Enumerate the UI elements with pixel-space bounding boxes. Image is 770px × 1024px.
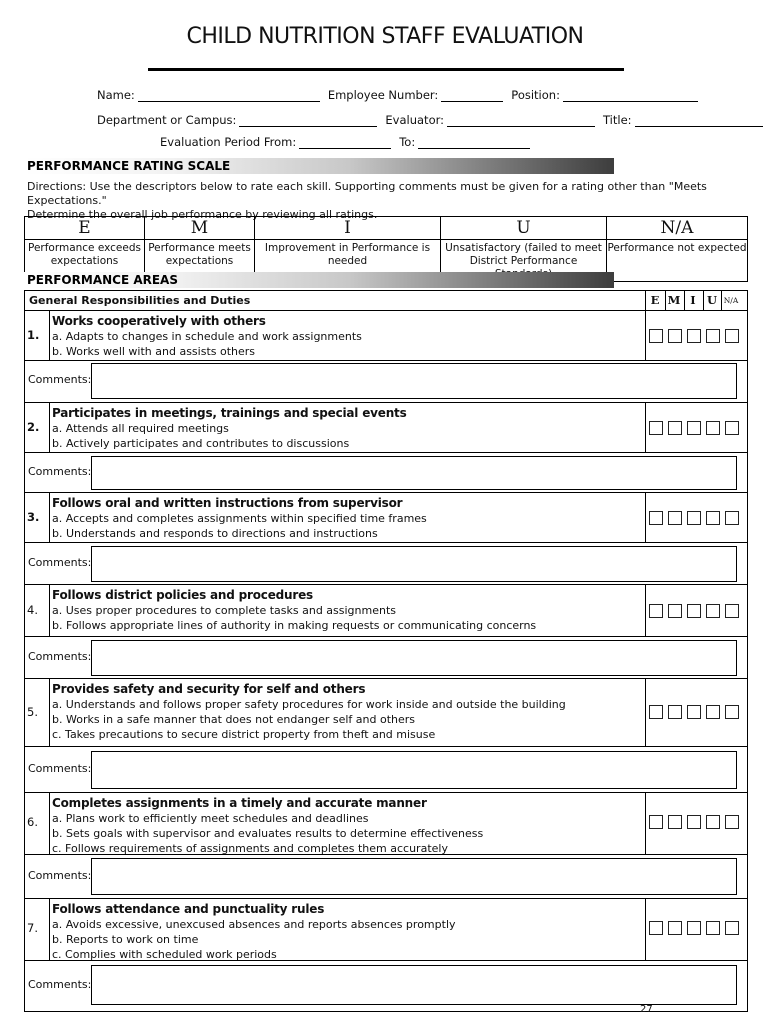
col-m: M	[667, 293, 681, 307]
performance-item	[25, 899, 747, 961]
rating-checkbox-i[interactable]	[687, 329, 701, 343]
field-row-3	[160, 135, 538, 149]
rating-letter: N/A	[607, 217, 748, 240]
divider	[645, 585, 646, 636]
directions-line-1: Directions: Use the descriptors below to rate each skill. Supporting comments must be given for a rating other than "Meets Expectations."	[27, 180, 707, 207]
item-title: Participates in meetings, trainings and special events	[52, 406, 407, 420]
item-sub: a. Plans work to efficiently meet schedules and deadlines	[52, 812, 369, 825]
title-label: Title:	[603, 113, 632, 127]
period-from-field[interactable]	[299, 137, 391, 149]
item-number: 4.	[27, 603, 38, 617]
department-field[interactable]	[239, 115, 377, 127]
rating-checkbox-e[interactable]	[649, 705, 663, 719]
rating-checkbox-m[interactable]	[668, 921, 682, 935]
item-sub: c. Follows requirements of assignments and completes them accurately	[52, 842, 448, 855]
performance-item	[25, 403, 747, 453]
item-title: Follows district policies and procedures	[52, 588, 313, 602]
rating-desc-line: needed	[327, 255, 368, 267]
divider	[645, 679, 646, 746]
col-u: U	[706, 293, 718, 307]
item-sub: b. Reports to work on time	[52, 933, 199, 946]
divider	[49, 493, 50, 542]
rating-boxes	[649, 705, 744, 719]
rating-checkbox-u[interactable]	[706, 421, 720, 435]
rating-desc-line: Unsatisfactory (failed to meet	[445, 242, 602, 254]
rating-desc	[607, 240, 748, 282]
name-label: Name:	[97, 88, 135, 102]
rating-checkbox-na[interactable]	[725, 421, 739, 435]
item-body	[52, 313, 647, 359]
comments-field[interactable]	[91, 640, 737, 676]
rating-checkbox-i[interactable]	[687, 921, 701, 935]
item-title: Works cooperatively with others	[52, 314, 266, 328]
rating-desc-line: District Performance	[469, 255, 578, 267]
title-field[interactable]	[635, 115, 763, 127]
rating-boxes	[649, 421, 744, 435]
item-body	[52, 681, 647, 742]
item-body	[52, 795, 647, 856]
field-row-2	[97, 113, 770, 127]
rating-desc-line: Performance exceeds	[27, 242, 141, 254]
item-body	[52, 495, 647, 541]
employee-number-label: Employee Number:	[327, 88, 439, 102]
comments-field[interactable]	[91, 546, 737, 582]
period-from-label: Evaluation Period From:	[160, 135, 297, 149]
evaluator-label: Evaluator:	[385, 113, 445, 127]
rating-scale-heading: PERFORMANCE RATING SCALE	[24, 158, 614, 174]
comments-field[interactable]	[91, 456, 737, 490]
rating-checkbox-i[interactable]	[687, 815, 701, 829]
item-title: Follows attendance and punctuality rules	[52, 902, 325, 916]
performance-item	[25, 493, 747, 543]
comments-label: Comments:	[28, 762, 92, 775]
col-e: E	[650, 293, 660, 307]
item-number: 2.	[27, 420, 40, 434]
col-divider	[645, 291, 646, 311]
item-sub: b. Works in a safe manner that does not endanger self and others	[52, 713, 416, 726]
rating-checkbox-na[interactable]	[725, 511, 739, 525]
rating-boxes	[649, 815, 744, 829]
item-sub: c. Takes precautions to secure district property from theft and misuse	[52, 728, 436, 741]
rating-checkbox-na[interactable]	[725, 604, 739, 618]
rating-checkbox-e[interactable]	[649, 921, 663, 935]
comments-row	[25, 453, 747, 493]
item-sub: a. Understands and follows proper safety procedures for work inside and outside the building	[52, 698, 566, 711]
employee-number-field[interactable]	[441, 90, 503, 102]
rating-desc-line: Performance not expected	[607, 242, 747, 254]
rating-checkbox-u[interactable]	[706, 815, 720, 829]
comments-label: Comments:	[28, 869, 92, 882]
form-title: CHILD NUTRITION STAFF EVALUATION	[186, 24, 584, 49]
item-sub: a. Avoids excessive, unexcused absences and reports absences promptly	[52, 918, 456, 931]
rating-checkbox-i[interactable]	[687, 604, 701, 618]
department-label: Department or Campus:	[97, 113, 237, 127]
rating-desc-line: expectations	[165, 255, 234, 267]
performance-item	[25, 311, 747, 361]
item-sub: b. Works well with and assists others	[52, 345, 256, 358]
rating-checkbox-m[interactable]	[668, 511, 682, 525]
item-sub: b. Understands and responds to directions and instructions	[52, 527, 378, 540]
rating-checkbox-e[interactable]	[649, 421, 663, 435]
item-body	[52, 587, 647, 633]
period-to-label: To:	[399, 135, 416, 149]
rating-letter: I	[255, 217, 441, 240]
item-number: 7.	[27, 921, 38, 935]
rating-checkbox-u[interactable]	[706, 329, 720, 343]
divider	[645, 793, 646, 854]
comments-row	[25, 961, 747, 1011]
comments-label: Comments:	[28, 978, 92, 991]
divider	[49, 403, 50, 452]
comments-row	[25, 543, 747, 585]
page-number: 27	[640, 1004, 653, 1015]
rating-checkbox-m[interactable]	[668, 604, 682, 618]
comments-label: Comments:	[28, 373, 92, 386]
rating-letter: M	[145, 217, 255, 240]
position-label: Position:	[511, 88, 560, 102]
rating-checkbox-i[interactable]	[687, 511, 701, 525]
rating-checkbox-u[interactable]	[706, 705, 720, 719]
item-sub: a. Attends all required meetings	[52, 422, 229, 435]
rating-letter: E	[25, 217, 145, 240]
rating-checkbox-e[interactable]	[649, 604, 663, 618]
rating-boxes	[649, 921, 744, 935]
performance-item	[25, 793, 747, 855]
rating-checkbox-m[interactable]	[668, 421, 682, 435]
divider	[49, 585, 50, 636]
directions-line-2: Determine the overall job performance by reviewing all ratings.	[27, 208, 378, 221]
comments-field[interactable]	[91, 363, 737, 399]
comments-label: Comments:	[28, 556, 92, 569]
divider	[645, 403, 646, 452]
rating-checkbox-m[interactable]	[668, 815, 682, 829]
item-sub: a. Accepts and completes assignments within specified time frames	[52, 512, 427, 525]
section-header	[25, 291, 747, 311]
item-number: 3.	[27, 510, 40, 524]
comments-row	[25, 637, 747, 679]
rating-checkbox-e[interactable]	[649, 511, 663, 525]
performance-item	[25, 585, 747, 637]
item-number: 5.	[27, 705, 38, 719]
position-field[interactable]	[563, 90, 698, 102]
item-sub: a. Adapts to changes in schedule and work assignments	[52, 330, 362, 343]
col-na: N/A	[723, 296, 739, 305]
item-body	[52, 405, 647, 451]
item-sub: b. Actively participates and contributes to discussions	[52, 437, 350, 450]
comments-field[interactable]	[91, 751, 737, 789]
item-number: 1.	[27, 328, 40, 342]
rating-checkbox-i[interactable]	[687, 421, 701, 435]
item-sub: a. Uses proper procedures to complete tasks and assignments	[52, 604, 397, 617]
rating-checkbox-na[interactable]	[725, 921, 739, 935]
divider	[645, 311, 646, 360]
item-number: 6.	[27, 815, 38, 829]
rating-desc-line: Improvement in Performance is	[264, 242, 431, 254]
divider	[645, 493, 646, 542]
item-sub: b. Sets goals with supervisor and evaluates results to determine effectiveness	[52, 827, 484, 840]
evaluator-field[interactable]	[447, 115, 595, 127]
field-row-1	[97, 88, 706, 102]
performance-areas-table	[24, 290, 748, 1012]
title-rule	[148, 68, 624, 71]
comments-row	[25, 855, 747, 899]
item-title: Follows oral and written instructions from supervisor	[52, 496, 403, 510]
performance-item	[25, 679, 747, 747]
section-title: General Responsibilities and Duties	[29, 294, 251, 307]
rating-desc-line: Performance meets	[148, 242, 251, 254]
item-sub: b. Follows appropriate lines of authority in making requests or communicating concerns	[52, 619, 537, 632]
divider	[49, 679, 50, 746]
rating-checkbox-m[interactable]	[668, 329, 682, 343]
comments-field[interactable]	[91, 965, 737, 1005]
item-title: Provides safety and security for self and others	[52, 682, 366, 696]
rating-boxes	[649, 511, 744, 525]
comments-field[interactable]	[91, 858, 737, 895]
divider	[49, 899, 50, 960]
rating-checkbox-u[interactable]	[706, 511, 720, 525]
comments-row	[25, 747, 747, 793]
rating-desc-line: expectations	[50, 255, 119, 267]
item-body	[52, 901, 647, 962]
rating-checkbox-i[interactable]	[687, 705, 701, 719]
rating-checkbox-e[interactable]	[649, 815, 663, 829]
rating-checkbox-na[interactable]	[725, 329, 739, 343]
divider	[49, 793, 50, 854]
rating-boxes	[649, 329, 744, 343]
rating-checkbox-e[interactable]	[649, 329, 663, 343]
rating-letter: U	[441, 217, 607, 240]
item-sub: c. Complies with scheduled work periods	[52, 948, 277, 961]
comments-row	[25, 361, 747, 403]
rating-checkbox-na[interactable]	[725, 815, 739, 829]
col-i: I	[690, 293, 696, 307]
rating-checkbox-na[interactable]	[725, 705, 739, 719]
period-to-field[interactable]	[418, 137, 530, 149]
name-field[interactable]	[138, 90, 320, 102]
comments-label: Comments:	[28, 465, 92, 478]
divider	[49, 311, 50, 360]
col-divider	[721, 291, 722, 311]
rating-checkbox-m[interactable]	[668, 705, 682, 719]
divider	[645, 899, 646, 960]
rating-checkbox-u[interactable]	[706, 921, 720, 935]
rating-boxes	[649, 604, 744, 618]
performance-areas-heading: PERFORMANCE AREAS	[24, 272, 614, 288]
comments-label: Comments:	[28, 650, 92, 663]
item-title: Completes assignments in a timely and accurate manner	[52, 796, 427, 810]
rating-checkbox-u[interactable]	[706, 604, 720, 618]
